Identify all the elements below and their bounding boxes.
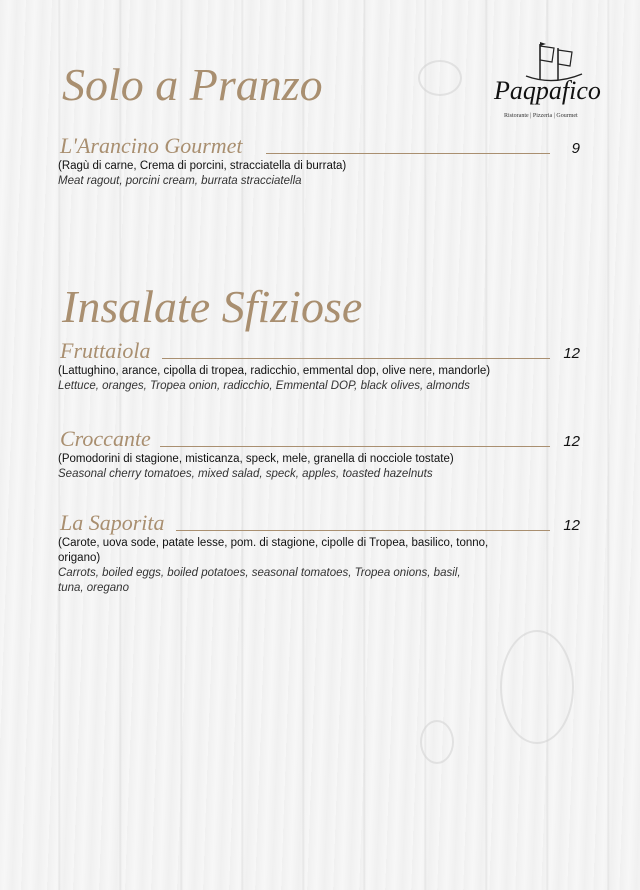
menu-item-header [58,134,588,158]
menu-item-price: 12 [563,517,580,534]
menu-item-description-it: (Lattughino, arance, cipolla di tropea, radicchio, emmental dop, olive nere, mandorle) [58,365,491,377]
menu-item [58,511,588,596]
logo-name: Paqpafico [494,76,601,105]
wood-knot [500,630,574,744]
logo-tagline: Ristorante | Pizzeria | Gourmet [504,113,578,119]
wood-knot [420,720,454,764]
menu-item-description-en: Seasonal cherry tomatoes, mixed salad, speck, apples, toasted hazelnuts [58,468,433,480]
menu-item-description-en: Lettuce, oranges, Tropea onion, radicchio, Emmental DOP, black olives, almonds [58,380,470,392]
menu-item-description-it: (Carote, uova sode, patate lesse, pom. di stagione, cipolle di Tropea, basilico, tonno, origano) [58,537,489,564]
leader-line [176,530,550,532]
menu-item-header [58,339,588,363]
menu-item-header [58,511,588,535]
menu-item-description-it: (Ragù di carne, Crema di porcini, stracciatella di burrata) [58,160,347,172]
menu-item-description-en: Meat ragout, porcini cream, burrata stracciatella [58,175,302,187]
menu-item [58,134,588,189]
menu-item-header [58,427,588,451]
section-title-solo-a-pranzo: Solo a Pranzo [62,59,323,110]
leader-line [266,153,550,155]
menu-item-price: 12 [563,433,580,450]
menu-item-name: Fruttaiola [60,338,151,363]
menu-item-price: 12 [563,345,580,362]
wood-knot [418,60,462,96]
section-title-insalate-sfiziose: Insalate Sfiziose [62,281,363,332]
menu-item-name: La Saporita [60,510,165,535]
restaurant-logo [490,40,601,125]
menu-item-name: L'Arancino Gourmet [60,133,243,158]
leader-line [160,446,550,448]
menu-item-description-it: (Pomodorini di stagione, misticanza, speck, mele, granella di nocciole tostate) [58,453,454,465]
menu-item-name: Croccante [60,426,151,451]
menu-item [58,427,588,482]
menu-item [58,339,588,394]
menu-item-price: 9 [571,140,580,157]
leader-line [162,358,550,360]
menu-item-description-en: Carrots, boiled eggs, boiled potatoes, seasonal tomatoes, Tropea onions, basil, tuna, oregano [58,567,461,594]
